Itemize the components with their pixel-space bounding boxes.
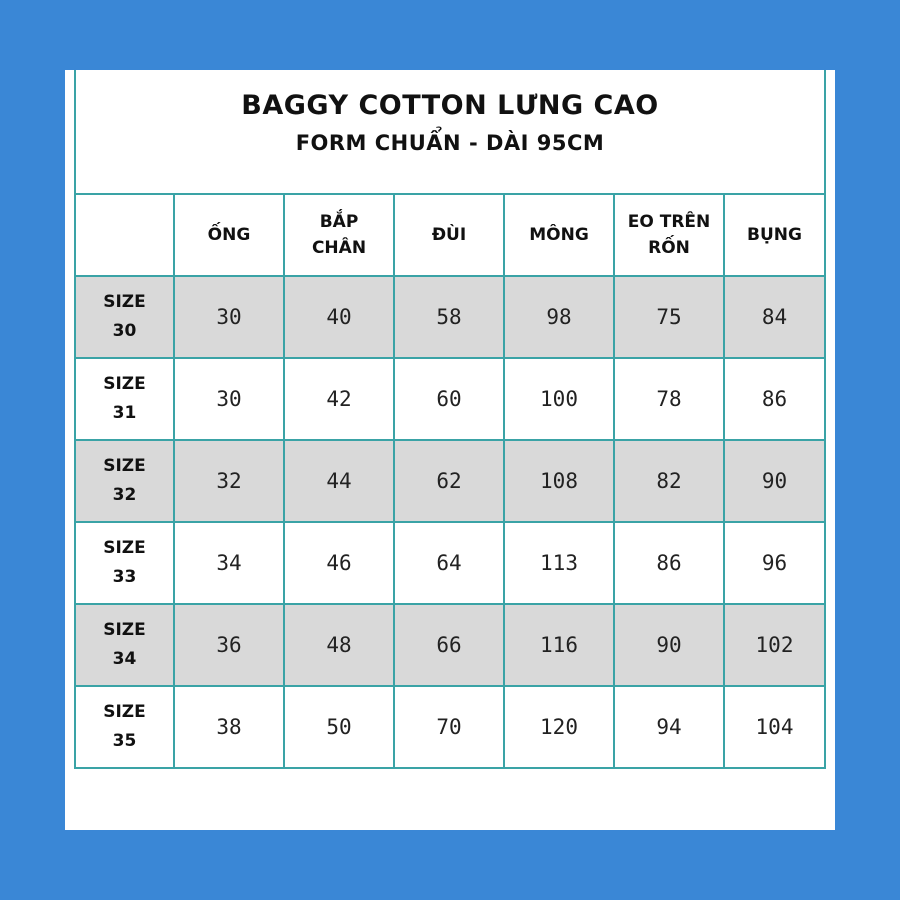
- table-cell: 98: [504, 276, 614, 358]
- table-cell: 90: [724, 440, 824, 522]
- table-row: [76, 276, 824, 358]
- table-cell: 46: [284, 522, 394, 604]
- size-chart: [74, 70, 826, 769]
- table-cell: 30: [174, 358, 284, 440]
- size-label: SIZE 33: [76, 522, 174, 604]
- table-cell: 42: [284, 358, 394, 440]
- table-cell: 120: [504, 686, 614, 768]
- header-cell-mong: MÔNG: [504, 195, 614, 276]
- table-cell: 48: [284, 604, 394, 686]
- table-cell: 66: [394, 604, 504, 686]
- size-label: SIZE 34: [76, 604, 174, 686]
- header-cell-dui: ĐÙI: [394, 195, 504, 276]
- size-label: SIZE 35: [76, 686, 174, 768]
- header-cell-empty: [76, 195, 174, 276]
- table-row: [76, 440, 824, 522]
- table-cell: 32: [174, 440, 284, 522]
- table-cell: 116: [504, 604, 614, 686]
- table-cell: 64: [394, 522, 504, 604]
- table-cell: 36: [174, 604, 284, 686]
- chart-subtitle: FORM CHUẨN - DÀI 95CM: [295, 131, 605, 155]
- table-cell: 30: [174, 276, 284, 358]
- table-cell: 60: [394, 358, 504, 440]
- table-cell: 38: [174, 686, 284, 768]
- table-cell: 86: [724, 358, 824, 440]
- header-cell-ong: ỐNG: [174, 195, 284, 276]
- size-label: SIZE 32: [76, 440, 174, 522]
- size-table: [76, 195, 824, 769]
- size-label: SIZE 30: [76, 276, 174, 358]
- table-row: [76, 686, 824, 768]
- header-cell-eo-tren-ron: EO TRÊN RỐN: [614, 195, 724, 276]
- table-cell: 82: [614, 440, 724, 522]
- table-cell: 113: [504, 522, 614, 604]
- table-row: [76, 604, 824, 686]
- table-cell: 108: [504, 440, 614, 522]
- table-cell: 62: [394, 440, 504, 522]
- table-cell: 78: [614, 358, 724, 440]
- table-cell: 50: [284, 686, 394, 768]
- table-cell: 96: [724, 522, 824, 604]
- header-cell-bung: BỤNG: [724, 195, 824, 276]
- table-cell: 90: [614, 604, 724, 686]
- table-cell: 75: [614, 276, 724, 358]
- table-header-row: [76, 195, 824, 276]
- size-label: SIZE 31: [76, 358, 174, 440]
- table-cell: 84: [724, 276, 824, 358]
- table-cell: 104: [724, 686, 824, 768]
- table-cell: 100: [504, 358, 614, 440]
- table-cell: 94: [614, 686, 724, 768]
- table-row: [76, 522, 824, 604]
- table-cell: 86: [614, 522, 724, 604]
- table-cell: 58: [394, 276, 504, 358]
- table-cell: 34: [174, 522, 284, 604]
- table-cell: 70: [394, 686, 504, 768]
- chart-header: [76, 70, 824, 195]
- header-cell-bap-chan: BẮP CHÂN: [284, 195, 394, 276]
- table-cell: 44: [284, 440, 394, 522]
- table-cell: 40: [284, 276, 394, 358]
- table-cell: 102: [724, 604, 824, 686]
- chart-title: BAGGY COTTON LƯNG CAO: [241, 90, 659, 121]
- table-row: [76, 358, 824, 440]
